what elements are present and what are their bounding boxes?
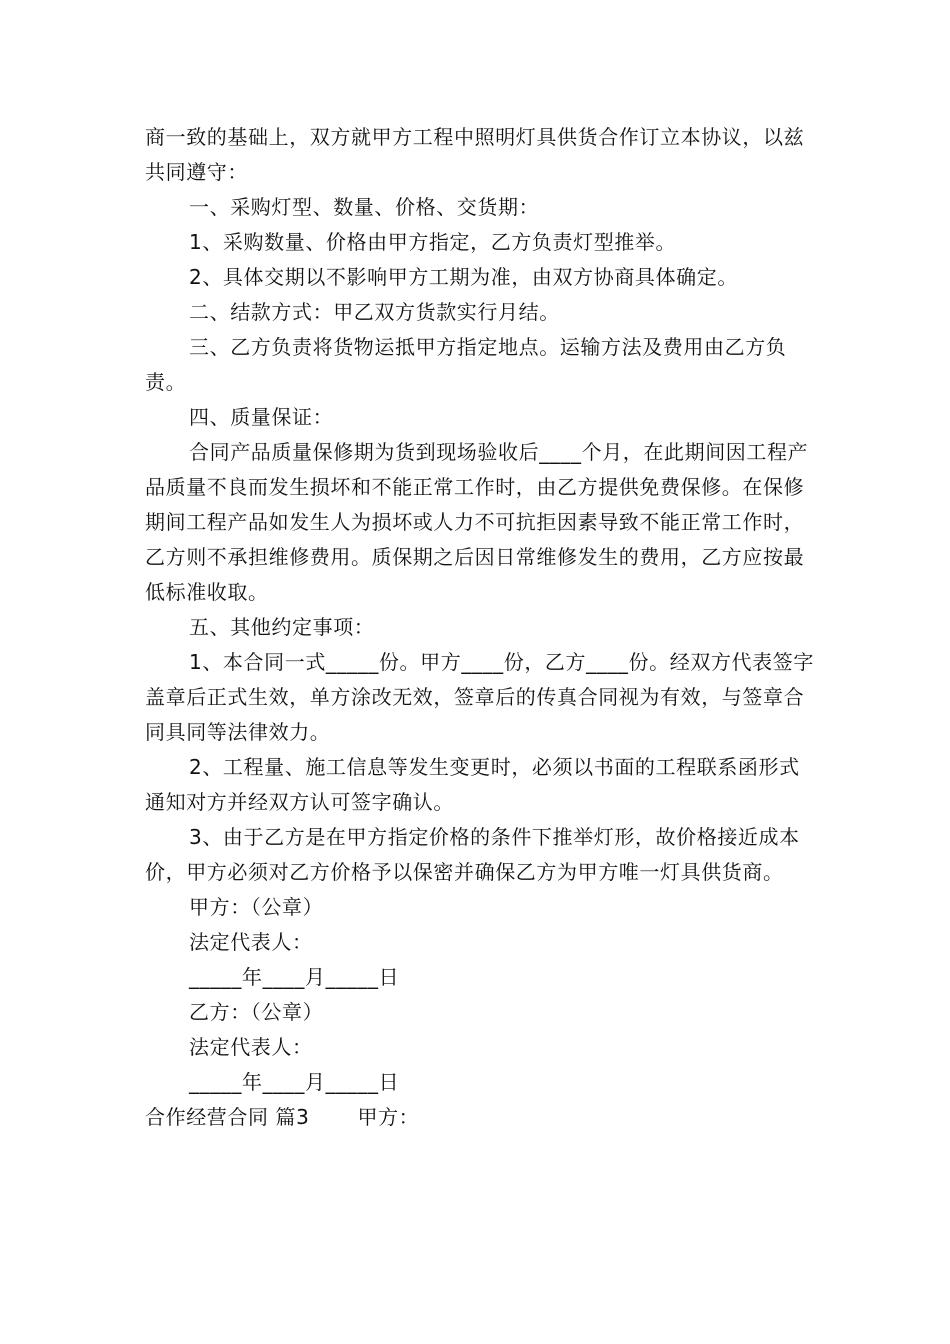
party-b-legal-rep: 法定代表人：	[189, 1035, 313, 1059]
clause-quantity-price: 1、采购数量、价格由甲方指定，乙方负责灯型推举。	[189, 230, 677, 254]
clause-changes: 2、工程量、施工信息等发生变更时，必须以书面的工程联系函形式通知对方并经双方认可签字确认。	[145, 755, 800, 814]
paragraph-intro: 商一致的基础上，双方就甲方工程中照明灯具供货合作订立本协议，以兹共同遵守：	[145, 125, 805, 184]
clause-pricing-confidentiality: 3、由于乙方是在甲方指定价格的条件下推举灯形，故价格接近成本价，甲方必须对乙方价格予以保密并确保乙方为甲方唯一灯具供货商。	[145, 825, 800, 884]
section-heading-other: 五、其他约定事项：	[189, 615, 375, 639]
party-a-legal-rep: 法定代表人：	[189, 930, 313, 954]
clause-copies: 1、本合同一式_____份。甲方____份，乙方____份。经双方代表签字盖章后正式生效，单方涂改无效，签章后的传真合同视为有效，与签章合同具同等法律效力。	[145, 650, 814, 744]
next-contract-heading	[145, 1100, 815, 1135]
section-heading-quality: 四、质量保证：	[189, 405, 334, 429]
clause-warranty: 合同产品质量保修期为货到现场验收后____个月，在此期间因工程产品质量不良而发生损坏和不能正常工作时，由乙方提供免费保修。在保修期间工程产品如发生人为损坏或人力不可抗拒因素导致不能正常工作时，乙方则不承担维修费用。质保期之后因日常维修发生的费用，乙方应按最低标准收取。	[145, 440, 809, 604]
signature-block	[145, 890, 815, 1100]
section-heading-transport: 三、乙方负责将货物运抵甲方指定地点。运输方法及费用由乙方负责。	[145, 335, 787, 394]
section-heading-payment: 二、结款方式：甲乙双方货款实行月结。	[189, 300, 560, 324]
party-a-seal: 甲方：（公章）	[189, 895, 324, 919]
section-heading-purchase: 一、采购灯型、数量、价格、交货期：	[189, 195, 540, 219]
party-b-seal: 乙方：（公章）	[189, 1000, 324, 1024]
next-contract-party-a: 甲方：	[357, 1105, 420, 1129]
document-body	[145, 120, 815, 1135]
clause-delivery-date: 2、具体交期以不影响甲方工期为准，由双方协商具体确定。	[189, 265, 738, 289]
party-a-date: _____年____月_____日	[189, 965, 400, 989]
party-b-date: _____年____月_____日	[189, 1070, 400, 1094]
next-contract-title: 合作经营合同 篇3	[145, 1105, 310, 1129]
